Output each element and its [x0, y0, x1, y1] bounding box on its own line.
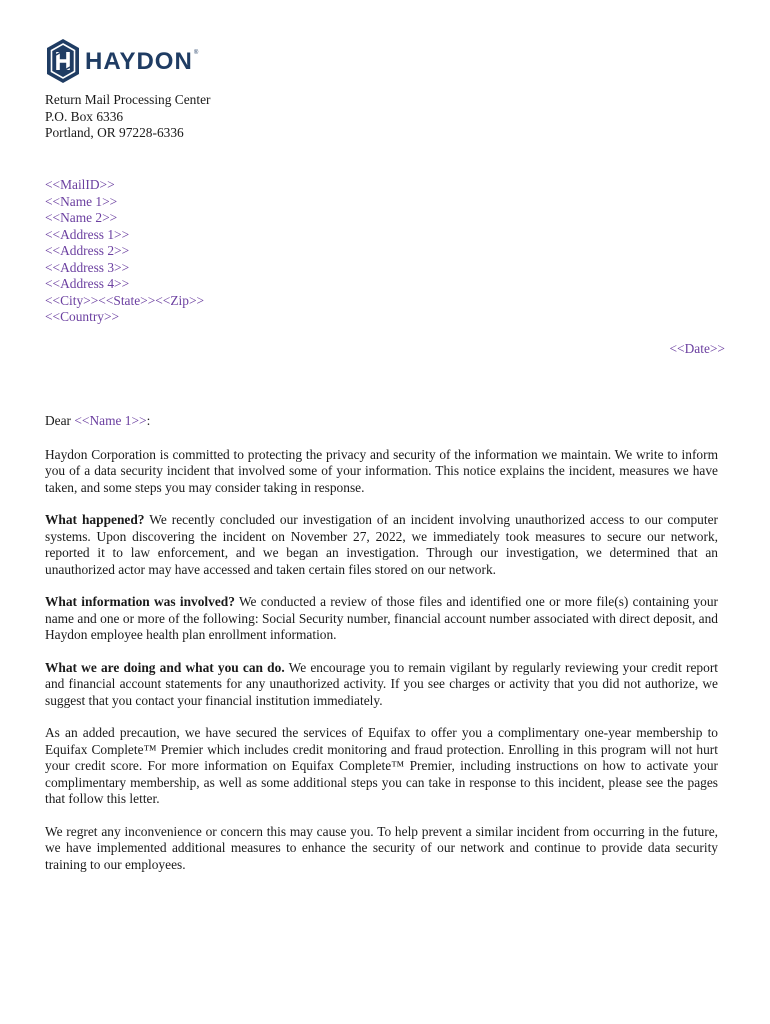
- what-we-are-doing-text: We encourage you to remain vigilant by regularly reviewing your credit report and financial account statements for any unauthorized activity. If you see charges or activity that you did not authorize, we suggest that you contact your financial institution immediately.: [45, 659, 718, 708]
- city-state-zip-placeholder: <<City>><<State>><<Zip>>: [45, 292, 205, 308]
- address1-placeholder: <<Address 1>>: [45, 226, 130, 242]
- what-happened-heading: What happened?: [45, 512, 145, 527]
- date-placeholder: <<Date>>: [669, 341, 725, 356]
- info-involved-heading: What information was involved?: [45, 594, 235, 609]
- return-address-line: Portland, OR 97228-6336: [45, 125, 184, 140]
- address3-placeholder: <<Address 3>>: [45, 259, 130, 275]
- info-involved-text: We conducted a review of those files and identified one or more file(s) containing your name and one or more of the following: Social Security number, financial account number associated with direct deposit, and Haydon employee health plan enrollment information.: [45, 594, 718, 642]
- return-address-line: Return Mail Processing Center: [45, 92, 211, 107]
- logo-wordmark: HAYDON: [85, 47, 193, 75]
- registered-mark: ®: [193, 49, 199, 56]
- what-happened-paragraph: [45, 512, 718, 578]
- what-we-are-doing-paragraph: [45, 660, 718, 710]
- salutation: [45, 413, 718, 430]
- return-address: [45, 92, 211, 142]
- recipient-address-block: [45, 177, 204, 326]
- what-happened-text: We recently concluded our investigation of an incident involving unauthorized access to our computer systems. Upon discovering the incident on November 27, 2022, we immediately took measures to secure our network, reported it to law enforcement, and we began an investigation. Through our investigation, we determined that an unauthorized actor may have accessed and taken certain files stored on our network.: [45, 512, 718, 577]
- haydon-logo: [45, 38, 198, 84]
- name2-placeholder: <<Name 2>>: [45, 210, 118, 225]
- precaution-paragraph: As an added precaution, we have secured the services of Equifax to offer you a complimentary one-year membership to Equifax Complete™ Premier which includes credit monitoring and fraud protection. Enrolling in this program will not hurt your credit score. For more information on Equifax Complete™ Premier, including instructions on how to activate your complimentary membership, as well as some additional steps you can take in response to this incident, please see the pages that follow this letter.: [45, 725, 718, 806]
- letter-body: [45, 413, 718, 889]
- name1-placeholder: <<Name 1>>: [45, 193, 118, 209]
- return-address-line: P.O. Box 6336: [45, 108, 124, 124]
- what-we-are-doing-heading: What we are doing and what you can do.: [45, 659, 285, 675]
- address2-placeholder: <<Address 2>>: [45, 243, 130, 258]
- intro-paragraph: Haydon Corporation is committed to protecting the privacy and security of the information we maintain. We write to inform you of a data security incident that involved some of your information. This notice explains the incident, measures we have taken, and some steps you may consider taking in response.: [45, 446, 718, 495]
- salutation-suffix: :: [146, 413, 151, 428]
- country-placeholder: <<Country>>: [45, 309, 120, 324]
- regret-paragraph: We regret any inconvenience or concern this may cause you. To help prevent a similar incident from occurring in the future, we have implemented additional measures to enhance the security of our network and continue to provide data security training to our employees.: [45, 823, 718, 872]
- info-involved-paragraph: [45, 594, 718, 644]
- haydon-hexagon-icon: [45, 38, 81, 84]
- salutation-name-placeholder: <<Name 1>>: [74, 413, 147, 428]
- address4-placeholder: <<Address 4>>: [45, 276, 130, 291]
- mail-id-placeholder: <<MailID>>: [45, 177, 115, 192]
- salutation-prefix: Dear: [45, 413, 75, 428]
